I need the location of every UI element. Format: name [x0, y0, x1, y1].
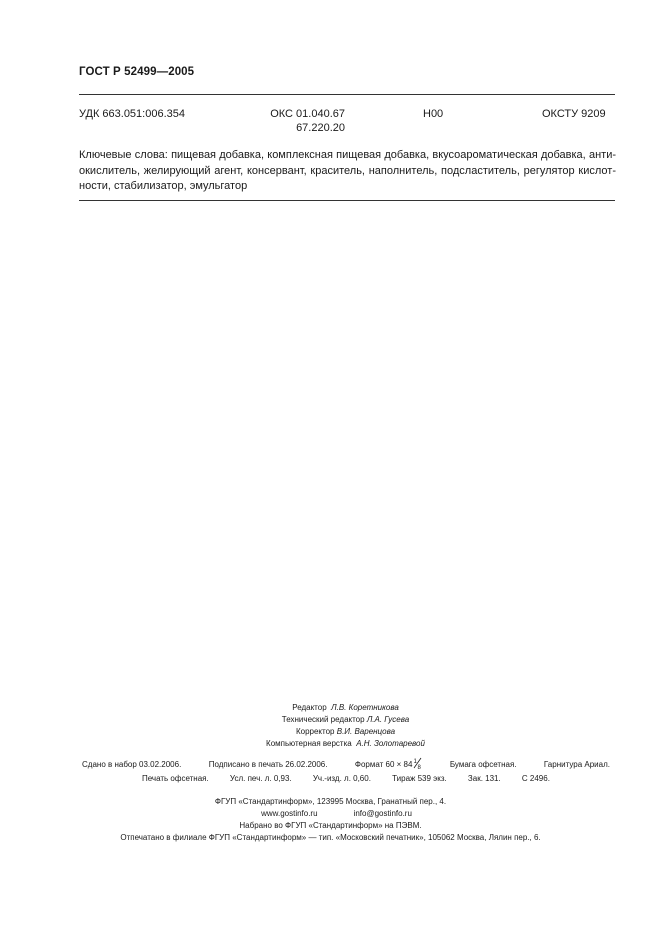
- paper-format: [355, 759, 423, 771]
- layout-name: А.Н. Золотаревой: [356, 739, 425, 748]
- tech-editor-name: Л.А. Гусева: [366, 715, 410, 724]
- keywords-line-1: Ключевые слова: пищевая добавка, комплексная пищевая добавка, вкусоароматическая добавка, анти-: [79, 149, 616, 161]
- print-method: Печать офсетная.: [142, 774, 209, 783]
- print-info-row-2: [142, 773, 550, 785]
- format-fraction: [413, 759, 422, 769]
- s-number: С 2496.: [521, 774, 550, 783]
- udk-code: УДК 663.051:006.354: [79, 108, 185, 120]
- publisher-contacts: [0, 808, 661, 820]
- fraction-numerator: 1: [413, 759, 417, 765]
- okstu-code: ОКСТУ 9209: [542, 108, 606, 120]
- typeset-date: Сдано в набор 03.02.2006.: [82, 760, 182, 769]
- editorial-credits: [0, 702, 661, 750]
- layout-label: Компьютерная верстка: [266, 739, 352, 748]
- oks-code-line1: ОКС 01.040.67: [270, 108, 345, 120]
- keywords-divider: [79, 200, 615, 201]
- tech-editor-credit: [0, 714, 661, 726]
- typeset-note: Набрано во ФГУП «Стандартинформ» на ПЭВМ.: [239, 821, 422, 830]
- print-info-row-1: [82, 759, 610, 771]
- order-number: Зак. 131.: [467, 774, 501, 783]
- printed-note: Отпечатано в филиале ФГУП «Стандартинформ» — тип. «Московский печатник», 105062 Москва, Лялин пер., 6.: [120, 833, 541, 842]
- editor-credit: [0, 702, 661, 714]
- corrector-name: В.И. Варенцова: [336, 727, 396, 736]
- paper-format-text: Формат 60 × 84: [354, 760, 413, 769]
- email-link[interactable]: info@gostinfo.ru: [353, 809, 412, 818]
- corrector-credit: [0, 726, 661, 738]
- corrector-label: Корректор: [295, 727, 335, 736]
- website-link[interactable]: www.gostinfo.ru: [261, 809, 318, 818]
- signed-date: Подписано в печать 26.02.2006.: [208, 760, 328, 769]
- keywords-line-3: ности, стабилизатор, эмульгатор: [79, 180, 248, 192]
- editor-name: Л.В. Коретникова: [331, 703, 399, 712]
- publisher-sheets: Уч.-изд. л. 0,60.: [312, 774, 371, 783]
- oks-codes: [269, 108, 345, 135]
- keywords-paragraph: [79, 148, 616, 195]
- group-code: Н00: [423, 108, 444, 120]
- conventional-sheets: Усл. печ. л. 0,93.: [229, 774, 292, 783]
- oks-code-line2: 67.220.20: [296, 121, 345, 134]
- editor-label: Редактор: [292, 703, 327, 712]
- header-divider: [79, 94, 615, 95]
- print-run: Тираж 539 экз.: [392, 774, 447, 783]
- paper-type: Бумага офсетная.: [449, 760, 517, 769]
- publisher-address: ФГУП «Стандартинформ», 123995 Москва, Гранатный пер., 4.: [214, 797, 447, 806]
- layout-credit: [0, 738, 661, 750]
- typeface: Гарнитура Ариал.: [543, 760, 610, 769]
- fraction-denominator: 8: [417, 765, 421, 771]
- keywords-line-2: окислитель, желирующий агент, консервант, краситель, наполнитель, подсластитель, регулятор кислот-: [79, 164, 616, 177]
- publisher-info: [0, 796, 661, 844]
- gost-number-header: ГОСТ Р 52499—2005: [79, 66, 195, 78]
- tech-editor-label: Технический редактор: [281, 715, 365, 724]
